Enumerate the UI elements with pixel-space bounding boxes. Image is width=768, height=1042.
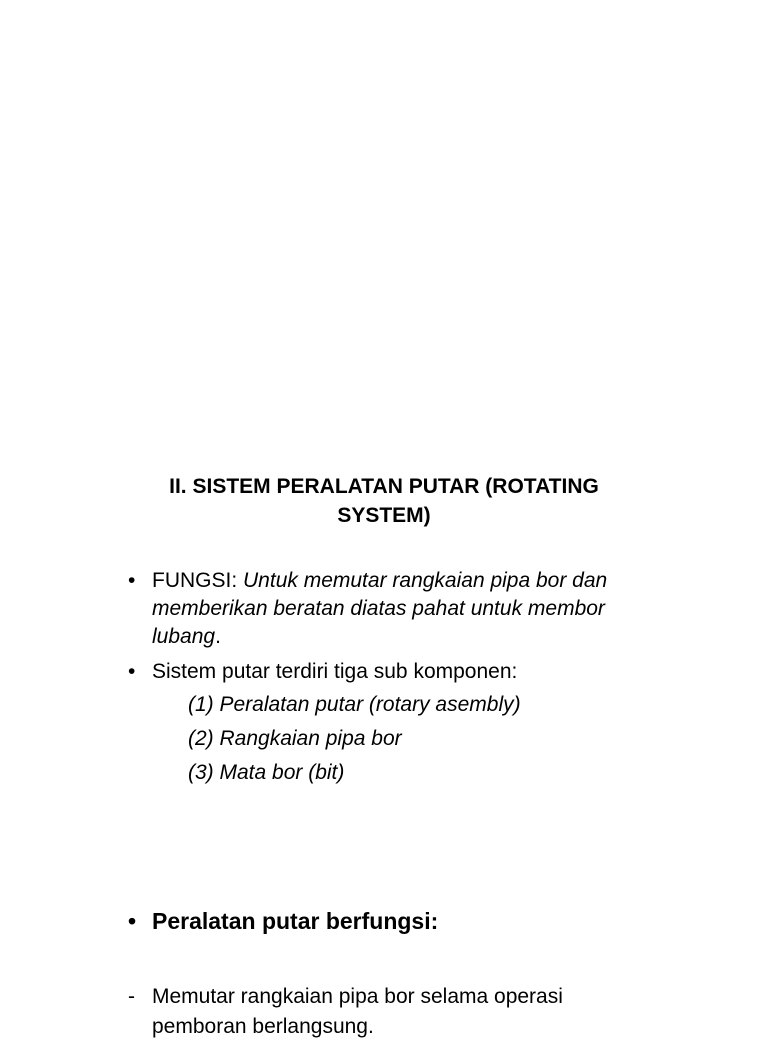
dash-bullet — [128, 982, 648, 1042]
bullet-marker: • — [128, 908, 137, 934]
sub-component-2: (2) Rangkaian pipa bor — [188, 727, 402, 750]
dash-item-text: Memutar rangkaian pipa bor selama operasi pemboran berlangsung. — [152, 985, 563, 1038]
bullet-marker: • — [128, 569, 136, 592]
fungsi-bullet — [128, 567, 648, 651]
dash-marker: - — [128, 985, 135, 1008]
bullet-marker: • — [128, 660, 136, 683]
fungsi-description: Untuk memutar rangkaian pipa bor dan memberikan beratan diatas pahat untuk membor lubang — [152, 569, 608, 648]
sistem-bullet — [128, 658, 648, 686]
section-heading-bullet — [128, 905, 648, 937]
sistem-intro: Sistem putar terdiri tiga sub komponen: — [152, 660, 518, 683]
fungsi-label: FUNGSI: — [152, 569, 244, 592]
fungsi-text — [152, 567, 648, 651]
sub-component-3: (3) Mata bor (bit) — [188, 761, 345, 784]
sub-component-1: (1) Peralatan putar (rotary asembly) — [188, 693, 521, 716]
slide-title: II. SISTEM PERALATAN PUTAR (ROTATING SYSTEM) — [169, 475, 599, 527]
fungsi-end: . — [215, 625, 221, 648]
section-heading: Peralatan putar berfungsi: — [152, 908, 439, 934]
